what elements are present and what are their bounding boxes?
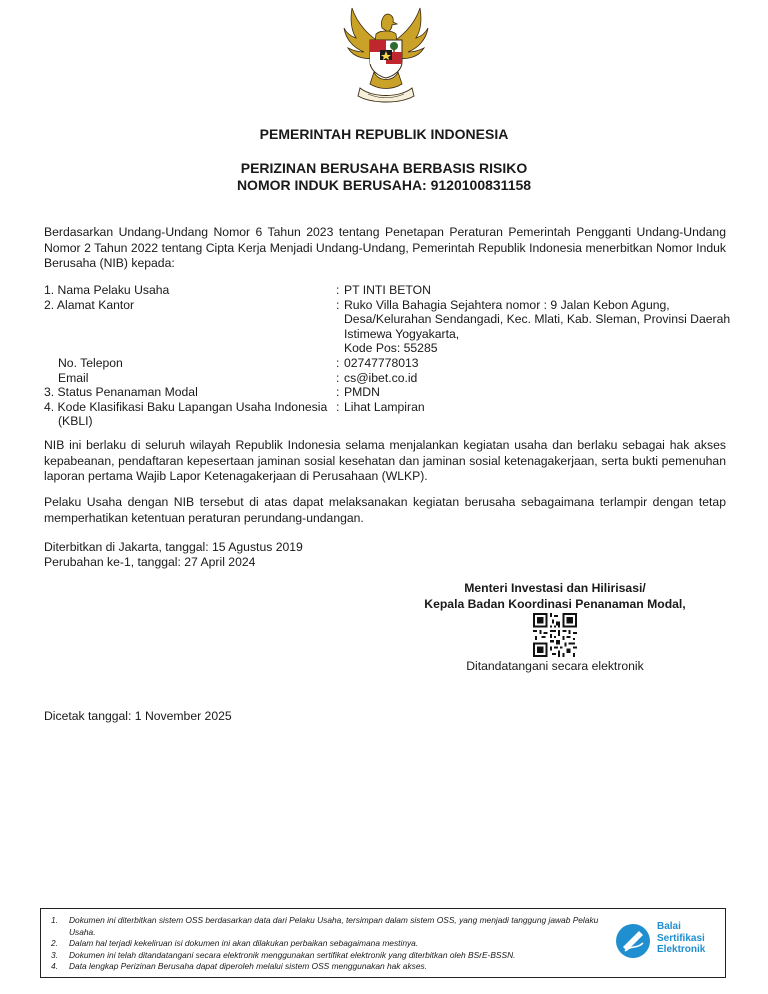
issue-dates <box>44 540 303 570</box>
note-number: 4. <box>51 961 58 972</box>
business-activity-paragraph: Pelaku Usaha dengan NIB tersebut di atas dapat melaksanakan kegiatan berusaha sebagaimana terlampir dengan tetap memperhatikan ketentuan peraturan perundang-undangan. <box>44 495 726 525</box>
address-line: Kode Pos: 55285 <box>344 341 438 356</box>
footer-notes-box <box>40 908 726 978</box>
note-text: Data lengkap Perizinan Berusaha dapat diperoleh melalui sistem OSS menggunakan hak akses. <box>69 961 428 972</box>
address-value <box>344 298 734 356</box>
bsre-logo <box>615 921 725 965</box>
government-title: PEMERINTAH REPUBLIK INDONESIA <box>259 126 509 142</box>
note-number: 3. <box>51 949 58 960</box>
issued-line: Diterbitkan di Jakarta, tanggal: 15 Agustus 2019 <box>44 540 303 554</box>
note-text: Dokumen ini telah ditandatangani secara elektronik menggunakan sertifikat elektronik yang diterbitkan oleh BSrE-BSSN. <box>69 949 516 960</box>
footer-note <box>51 961 611 973</box>
motto-ribbon-icon <box>358 88 414 102</box>
footer-notes-list <box>51 915 611 973</box>
bsre-line: Elektronik <box>657 944 706 955</box>
field-value: Lihat Lampiran <box>344 399 425 414</box>
field-row-phone: No. Telepon : 02747778013 <box>44 356 734 371</box>
field-value: PT INTI BETON <box>344 283 431 297</box>
field-value: PMDN <box>344 385 380 400</box>
footer-note <box>51 950 611 962</box>
field-row-address: 2. Alamat Kantor : Ruko Villa Bahagia Sejahtera nomor : 9 Jalan Kebon Agung, Desa/Kelurahan Sendangadi, Kec. Mlati, Kab. Sleman, Provinsi Daerah Istimewa Yogyakarta, Kode Pos: 55285 <box>44 298 734 356</box>
printed-date: Dicetak tanggal: 1 November 2025 <box>44 709 232 723</box>
note-number: 2. <box>51 938 58 949</box>
nib-number: NOMOR INDUK BERUSAHA: 9120100831158 <box>236 177 532 193</box>
permit-heading <box>0 160 768 194</box>
bsre-logo-text <box>657 921 705 956</box>
bsre-logo-icon <box>615 923 651 959</box>
signatory-block <box>410 581 700 612</box>
electronic-signature-note: Ditandatangani secara elektronik <box>466 659 644 673</box>
signatory-title: Menteri Investasi dan Hilirisasi/ <box>464 581 646 595</box>
field-label: 1. Nama Pelaku Usaha <box>44 283 170 297</box>
address-line: Ruko Villa Bahagia Sejahtera nomor : 9 Jalan Kebon Agung, <box>344 297 670 312</box>
field-label: Email <box>58 370 89 385</box>
field-label: No. Telepon <box>58 355 123 370</box>
field-label <box>44 400 336 429</box>
field-row-investment: 3. Status Penanaman Modal : PMDN <box>44 385 734 400</box>
field-label: 3. Status Penanaman Modal <box>44 385 198 400</box>
note-text: Dokumen ini diterbitkan sistem OSS berdasarkan data dari Pelaku Usaha, tersimpan dalam sistem OSS, yang menjadi tanggung jawab Pelaku Usaha. <box>69 915 599 937</box>
bsre-line: Sertifikasi <box>657 932 705 944</box>
qr-code-icon <box>533 613 577 657</box>
field-row-kbli: 4. Kode Klasifikasi Baku Lapangan Usaha Indonesia (KBLI) : Lihat Lampiran <box>44 400 734 429</box>
address-line: Desa/Kelurahan Sendangadi, Kec. Mlati, Kab. Sleman, Provinsi Daerah <box>344 312 731 327</box>
bsre-line: Balai <box>657 921 681 932</box>
shield-icon <box>370 40 402 78</box>
field-value: cs@ibet.co.id <box>344 370 418 385</box>
field-value: 02747778013 <box>344 355 419 370</box>
note-text: Dalam hal terjadi kekeliruan isi dokumen ini akan dilakukan perbaikan sebagaimana mestinya. <box>69 938 419 949</box>
garuda-pancasila-emblem <box>340 6 432 106</box>
note-number: 1. <box>51 915 58 925</box>
change-line: Perubahan ke-1, tanggal: 27 April 2024 <box>44 555 256 569</box>
nib-validity-paragraph: NIB ini berlaku di seluruh wilayah Republik Indonesia selama menjalankan kegiatan usaha dan berlaku sebagai hak akses kepabeanan, pendaftaran kepesertaan jaminan sosial kesehatan dan jaminan sosial ketenagakerjaan, serta bukti pemenuhan laporan pertama Wajib Lapor Ketenagakerjaan di Perusahaan (WLKP). <box>44 438 726 483</box>
field-label: 2. Alamat Kantor <box>44 297 135 312</box>
intro-paragraph: Berdasarkan Undang-Undang Nomor 6 Tahun 2023 tentang Penetapan Peraturan Pemerintah Pengganti Undang-Undang Nomor 2 Tahun 2022 tentang Cipta Kerja Menjadi Undang-Undang, Pemerintah Republik Indonesia menerbitkan Nomor Induk Berusaha (NIB) kepada: <box>44 225 726 270</box>
kbli-label-line: (KBLI) <box>58 414 93 429</box>
footer-note <box>51 938 611 950</box>
head-icon <box>381 14 397 32</box>
kbli-label-line: 4. Kode Klasifikasi Baku Lapangan Usaha Indonesia <box>44 399 328 414</box>
permit-title: PERIZINAN BERUSAHA BERBASIS RISIKO <box>240 160 528 176</box>
signatory-title: Kepala Badan Koordinasi Penanaman Modal, <box>424 596 686 611</box>
business-fields <box>44 283 734 429</box>
address-line: Istimewa Yogyakarta, <box>344 326 460 341</box>
field-row-name: 1. Nama Pelaku Usaha : PT INTI BETON <box>44 283 734 298</box>
field-row-email: Email : cs@ibet.co.id <box>44 371 734 386</box>
footer-note <box>51 915 611 938</box>
